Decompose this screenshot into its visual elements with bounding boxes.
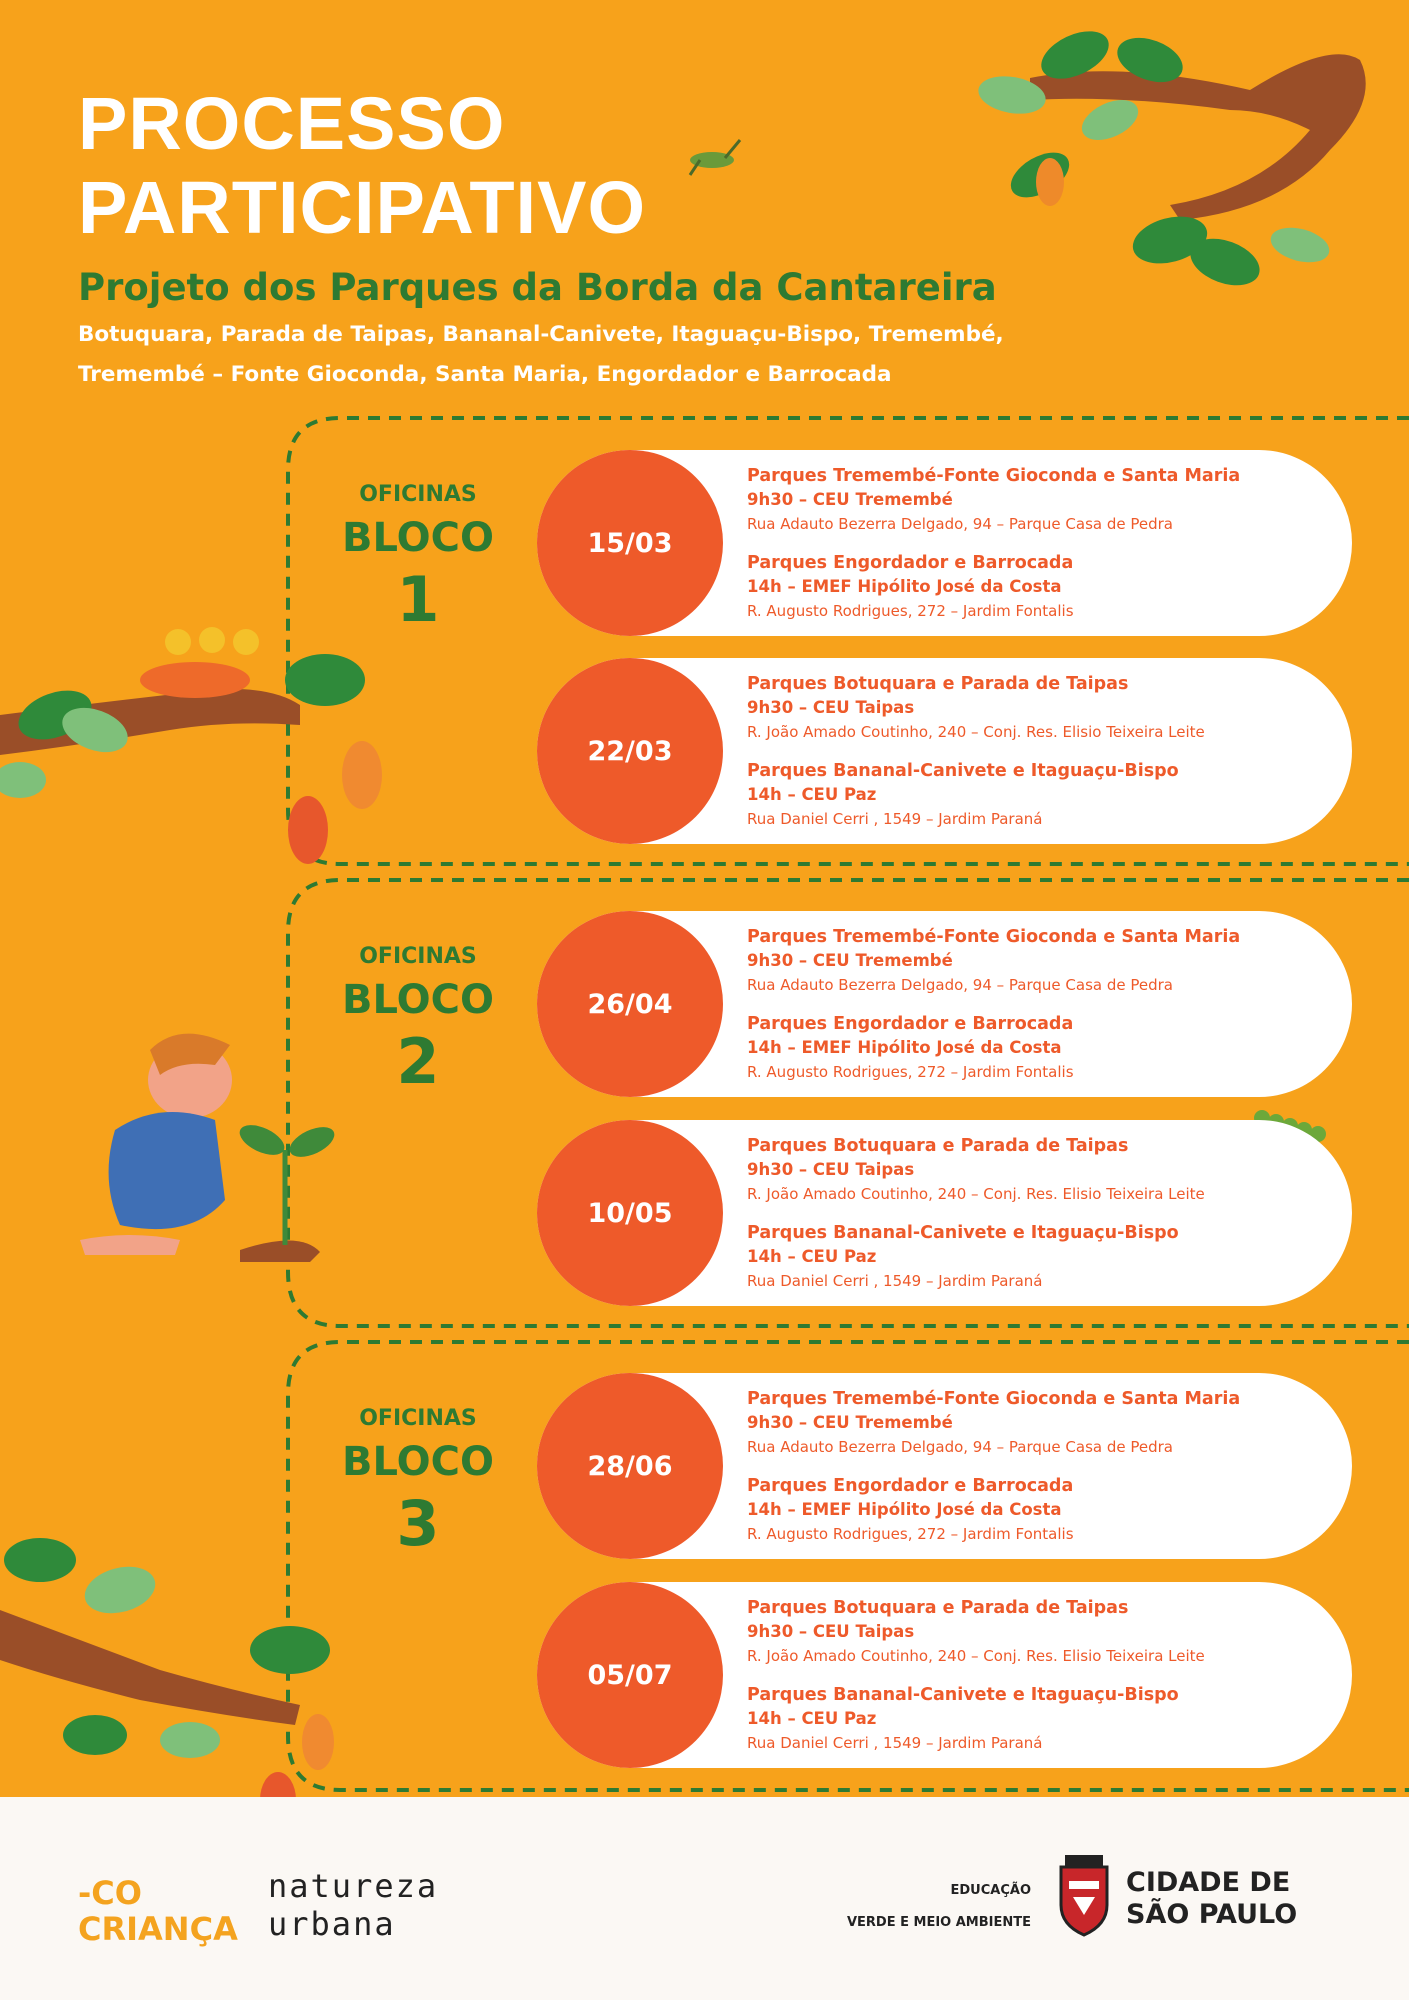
natureza-urbana-logo [268, 1867, 438, 1943]
educacao-label: EDUCAÇÃO [950, 1883, 1031, 1898]
session-time-venue: 14h – EMEF Hipólito José da Costa [747, 1038, 1062, 1057]
workshop-info [747, 925, 1347, 1099]
park-name: Parques Botuquara e Parada de Taipas [747, 1598, 1129, 1618]
oficinas-label: OFICINAS [359, 1406, 477, 1431]
session-time-venue: 9h30 – CEU Tremembé [747, 951, 953, 970]
park-name: Parques Engordador e Barrocada [747, 553, 1074, 573]
header [78, 82, 1078, 395]
park-name: Parques Bananal-Canivete e Itaguaçu-Bispo [747, 1223, 1179, 1243]
workshop-card [537, 1373, 1352, 1559]
venue-address: Rua Daniel Cerri , 1549 – Jardim Paraná [747, 1734, 1043, 1752]
date-circle: 15/03 [537, 450, 723, 636]
park-name: Parques Tremembé-Fonte Gioconda e Santa Maria [747, 927, 1241, 947]
session-time-venue: 14h – CEU Paz [747, 1247, 877, 1266]
natureza-logo-line-2: urbana [268, 1905, 396, 1943]
block-number: 1 [396, 563, 440, 636]
session-entry [747, 1221, 1347, 1294]
venue-address: Rua Daniel Cerri , 1549 – Jardim Paraná [747, 1272, 1043, 1290]
parks-list [78, 315, 1078, 395]
park-name: Parques Bananal-Canivete e Itaguaçu-Bispo [747, 761, 1179, 781]
date-circle: 28/06 [537, 1373, 723, 1559]
city-crest-icon [1053, 1853, 1115, 1939]
venue-address: R. João Amado Coutinho, 240 – Conj. Res. Elisio Teixeira Leite [747, 723, 1205, 741]
workshop-info [747, 464, 1347, 638]
venue-address: Rua Daniel Cerri , 1549 – Jardim Paraná [747, 810, 1043, 828]
bloco-label: BLOCO [342, 1439, 494, 1485]
block-1-label [318, 482, 518, 636]
workshop-info [747, 1596, 1347, 1770]
park-name: Parques Botuquara e Parada de Taipas [747, 1136, 1129, 1156]
block-number: 2 [396, 1025, 440, 1098]
co-crianca-logo-line-1: -CO [78, 1874, 142, 1912]
workshop-card [537, 450, 1352, 636]
park-name: Parques Bananal-Canivete e Itaguaçu-Bispo [747, 1685, 1179, 1705]
session-entry [747, 1134, 1347, 1207]
workshop-card [537, 1582, 1352, 1768]
park-name: Parques Engordador e Barrocada [747, 1476, 1074, 1496]
workshop-info [747, 672, 1347, 846]
venue-address: Rua Adauto Bezerra Delgado, 94 – Parque Casa de Pedra [747, 1438, 1173, 1456]
footer [0, 1797, 1409, 2000]
title-line-2: PARTICIPATIVO [78, 166, 646, 249]
session-entry [747, 925, 1347, 998]
session-entry [747, 1596, 1347, 1669]
bloco-label: BLOCO [342, 977, 494, 1023]
co-crianca-logo [78, 1875, 238, 1947]
workshop-card [537, 658, 1352, 844]
branch-bottom-left-illustration [0, 1538, 334, 1828]
park-name: Parques Tremembé-Fonte Gioconda e Santa Maria [747, 466, 1241, 486]
workshop-card [537, 911, 1352, 1097]
date-circle: 22/03 [537, 658, 723, 844]
session-time-venue: 14h – EMEF Hipólito José da Costa [747, 1500, 1062, 1519]
session-time-venue: 14h – CEU Paz [747, 785, 877, 804]
oficinas-label: OFICINAS [359, 944, 477, 969]
block-2-label [318, 944, 518, 1098]
session-entry [747, 1474, 1347, 1547]
cidade-sao-paulo-logo [1126, 1867, 1297, 1931]
page-title [78, 82, 1078, 250]
session-time-venue: 14h – EMEF Hipólito José da Costa [747, 577, 1062, 596]
parks-line-1: Botuquara, Parada de Taipas, Bananal-Canivete, Itaguaçu-Bispo, Tremembé, [78, 322, 1004, 347]
venue-address: R. Augusto Rodrigues, 272 – Jardim Fontalis [747, 1525, 1074, 1543]
session-entry [747, 759, 1347, 832]
natureza-logo-line-1: natureza [268, 1867, 439, 1905]
session-time-venue: 14h – CEU Paz [747, 1709, 877, 1728]
session-entry [747, 1683, 1347, 1756]
parks-line-2: Tremembé – Fonte Gioconda, Santa Maria, Engordador e Barrocada [78, 362, 892, 387]
bloco-label: BLOCO [342, 515, 494, 561]
city-logo-line-1: CIDADE DE [1126, 1867, 1291, 1898]
session-entry [747, 551, 1347, 624]
nest-branch-illustration [0, 627, 382, 864]
workshop-info [747, 1134, 1347, 1308]
park-name: Parques Botuquara e Parada de Taipas [747, 674, 1129, 694]
subtitle: Projeto dos Parques da Borda da Cantareira [78, 266, 997, 309]
co-crianca-logo-line-2: CRIANÇA [78, 1910, 238, 1948]
child-planting-illustration [80, 1034, 339, 1262]
verde-meio-ambiente-label: VERDE E MEIO AMBIENTE [846, 1915, 1031, 1930]
city-logo-line-2: SÃO PAULO [1126, 1899, 1298, 1930]
date-circle: 26/04 [537, 911, 723, 1097]
workshop-info [747, 1387, 1347, 1561]
session-entry [747, 1012, 1347, 1085]
title-line-1: PROCESSO [78, 82, 506, 165]
venue-address: Rua Adauto Bezerra Delgado, 94 – Parque Casa de Pedra [747, 976, 1173, 994]
venue-address: R. João Amado Coutinho, 240 – Conj. Res. Elisio Teixeira Leite [747, 1185, 1205, 1203]
venue-address: R. Augusto Rodrigues, 272 – Jardim Fontalis [747, 1063, 1074, 1081]
session-time-venue: 9h30 – CEU Taipas [747, 698, 915, 717]
date-circle: 05/07 [537, 1582, 723, 1768]
session-time-venue: 9h30 – CEU Tremembé [747, 1413, 953, 1432]
session-time-venue: 9h30 – CEU Taipas [747, 1622, 915, 1641]
date-circle: 10/05 [537, 1120, 723, 1306]
venue-address: R. Augusto Rodrigues, 272 – Jardim Fontalis [747, 602, 1074, 620]
session-time-venue: 9h30 – CEU Taipas [747, 1160, 915, 1179]
block-number: 3 [396, 1487, 440, 1560]
workshop-card [537, 1120, 1352, 1306]
venue-address: Rua Adauto Bezerra Delgado, 94 – Parque Casa de Pedra [747, 515, 1173, 533]
session-entry [747, 1387, 1347, 1460]
oficinas-label: OFICINAS [359, 482, 477, 507]
session-entry [747, 464, 1347, 537]
block-3-label [318, 1406, 518, 1560]
park-name: Parques Engordador e Barrocada [747, 1014, 1074, 1034]
venue-address: R. João Amado Coutinho, 240 – Conj. Res. Elisio Teixeira Leite [747, 1647, 1205, 1665]
park-name: Parques Tremembé-Fonte Gioconda e Santa Maria [747, 1389, 1241, 1409]
session-entry [747, 672, 1347, 745]
session-time-venue: 9h30 – CEU Tremembé [747, 490, 953, 509]
